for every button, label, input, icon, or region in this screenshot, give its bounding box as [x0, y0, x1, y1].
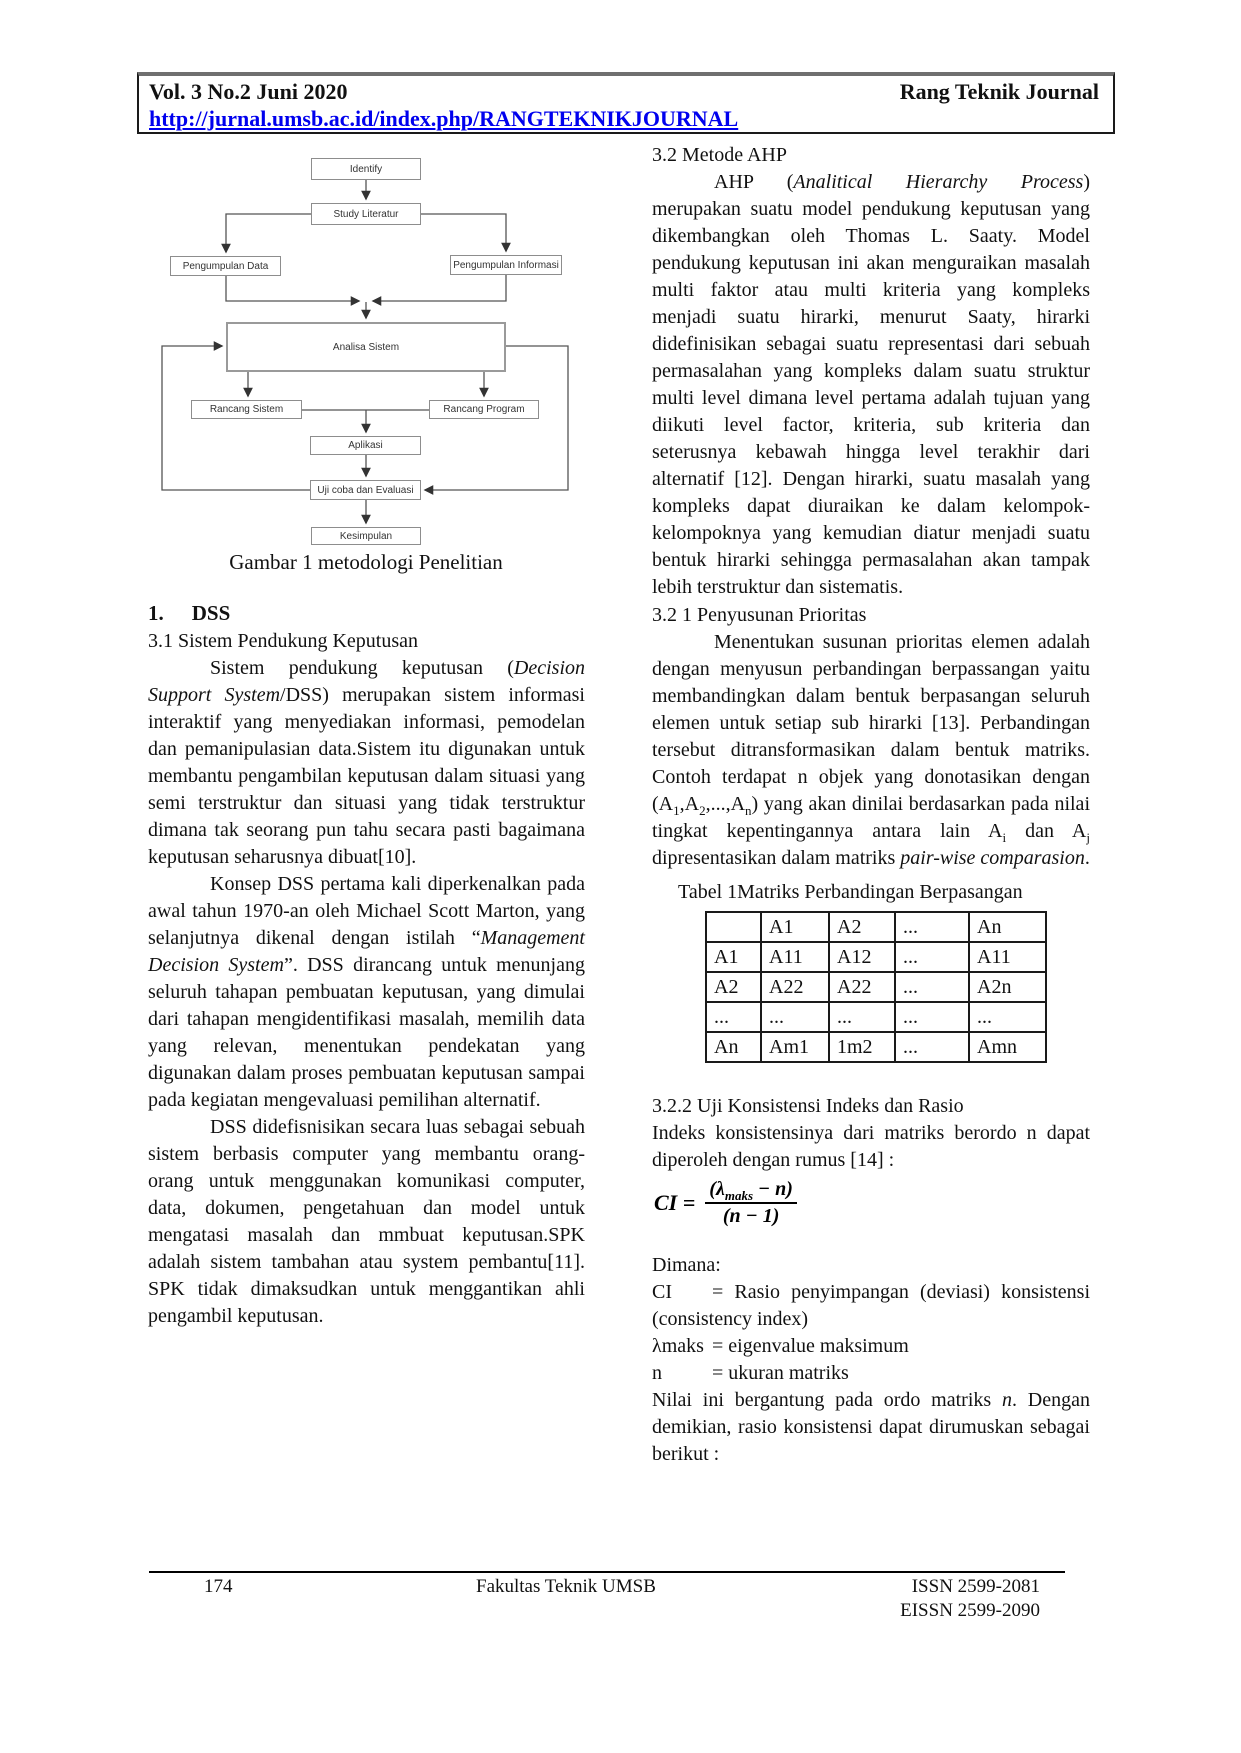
text-run: ”. DSS dirancang untuk menunjang seluruh tahapan pembuatan keputusan, yang dimulai dari tahapan mengidentifikasi masalah, memilih data yang relevan, menentukan pendekatan yang digunakan dalam proses pembuatan keputusan sampai pada kegiatan mengevaluasi pemilihan alternatif.	[148, 954, 585, 1111]
text-run: AHP (	[714, 171, 794, 193]
right-column	[652, 141, 1090, 1468]
flow-node-aplikasi: Aplikasi	[310, 436, 421, 455]
flow-node-rancang-program: Rancang Program	[429, 400, 539, 419]
text-run: j	[1086, 830, 1090, 845]
section-number: 1.	[148, 601, 164, 625]
table-cell: ...	[761, 1002, 829, 1032]
table-cell: A22	[829, 972, 895, 1002]
table-cell: A1	[761, 912, 829, 942]
text-run: Nilai ini bergantung pada ordo matriks	[652, 1389, 1002, 1411]
table-caption: Tabel 1Matriks Perbandingan Berpasangan	[678, 881, 1023, 903]
table-row	[706, 1002, 1046, 1032]
flow-node-identify: Identify	[311, 158, 421, 180]
table-cell: An	[706, 1032, 761, 1062]
text-run: dipresentasikan dalam matriks	[652, 847, 901, 869]
flow-node-ujicoba-evaluasi: Uji coba dan Evaluasi	[310, 480, 421, 500]
subsection-heading-3-1: 3.1 Sistem Pendukung Keputusan	[148, 630, 418, 652]
dimana-label: Dimana:	[652, 1254, 721, 1276]
table-cell: A2	[706, 972, 761, 1002]
table-cell: ...	[895, 1002, 969, 1032]
footer-eissn: EISSN 2599-2090	[900, 1600, 1040, 1621]
text-run: Analitical Hierarchy Process	[793, 171, 1084, 193]
paragraph-dss-3: DSS didefisnisikan secara luas sebagai sebuah sistem berbasis computer yang membantu orang-orang untuk menggunakan komunikasi computer, data, dokumen, pengetahuan dan model untuk mengatasi masalah dan mmbuat keputusan.SPK adalah sistem tambahan atau system pembantu[11]. SPK tidak dimaksudkan untuk menggantikan ahli pengambil keputusan.	[148, 1116, 585, 1327]
table-row	[706, 912, 1046, 942]
text-run: 1	[673, 803, 680, 818]
definition-n	[652, 1360, 1090, 1387]
volume-info: Vol. 3 No.2 Juni 2020	[149, 79, 348, 104]
header-row	[149, 78, 1099, 105]
text-run: .	[1084, 847, 1090, 869]
methodology-flowchart	[140, 140, 592, 552]
table-cell: An	[969, 912, 1046, 942]
table-cell	[706, 912, 761, 942]
page-header	[137, 72, 1115, 134]
text-run: i	[1002, 830, 1007, 845]
flow-node-study-literatur: Study Literatur	[311, 203, 421, 225]
definition-text: = eigenvalue maksimum	[712, 1335, 909, 1357]
figure-caption: Gambar 1 metodologi Penelitian	[229, 550, 503, 574]
table-cell: Amn	[969, 1032, 1046, 1062]
table-cell: A12	[829, 942, 895, 972]
definition-text: = Rasio penyimpangan (deviasi) konsistensi (consistency index)	[652, 1281, 1090, 1330]
text-run: Menentukan susunan prioritas elemen adalah dengan menyusun perbandingan berpassangan yaitu membandingkan dalam bentuk berpasangan seluruh elemen untuk setiap sub hirarki [13]. Perbandingan tersebut ditransformasikan dalam bentuk matriks. Contoh terdapat n objek yang donotasikan dengan (A	[652, 631, 1090, 815]
text-run: . Dengan demikian, rasio konsistensi dapat dirumuskan sebagai berikut :	[652, 1389, 1090, 1465]
flow-node-analisa-sistem: Analisa Sistem	[226, 322, 506, 372]
table-cell: ...	[969, 1002, 1046, 1032]
table-row	[706, 972, 1046, 1002]
text-run: ,A	[679, 793, 700, 815]
pairwise-comparison-table	[705, 911, 1047, 1063]
text-run: ,...,A	[705, 793, 746, 815]
flow-node-kesimpulan: Kesimpulan	[311, 527, 421, 545]
paragraph-konsistensi: Indeks konsistensinya dari matriks berordo n dapat diperoleh dengan rumus [14] :	[652, 1122, 1090, 1171]
table-row	[706, 1032, 1046, 1062]
table-cell: ...	[895, 912, 969, 942]
text-run: n	[1001, 1389, 1012, 1411]
flow-node-pengumpulan-data: Pengumpulan Data	[170, 256, 281, 276]
text-run: /DSS) merupakan sistem informasi interaktif yang menyediakan informasi, pemodelan dan pemanipulasian data.Sistem itu digunakan untuk membantu pengambilan keputusan dalam situasi yang semi terstruktur dan situasi yang tidak terstruktur dimana tak seorang pun tahu secara pasti bagaimana keputusan seharusnya dibuat[10].	[148, 684, 585, 868]
page-number: 174	[204, 1576, 233, 1597]
paragraph-prioritas	[652, 629, 1090, 872]
text-run: pair-wise comparasion	[900, 847, 1085, 869]
journal-url-link[interactable]: http://jurnal.umsb.ac.id/index.php/RANGTEKNIKJOURNAL	[149, 106, 739, 131]
table-cell: A11	[969, 942, 1046, 972]
table-cell: ...	[895, 972, 969, 1002]
text-run: Management Decision System	[148, 927, 585, 976]
definition-ci	[652, 1279, 1090, 1333]
paragraph-dss-2	[148, 871, 585, 1114]
formula-denominator: (n − 1)	[722, 1205, 780, 1227]
text-run: Konsep DSS pertama kali diperkenalkan pada awal tahun 1970-an oleh Michael Scott Marton, yang selanjutnya dikenal dengan istilah “	[148, 873, 585, 949]
paragraph-ahp	[652, 169, 1090, 601]
table-cell: A22	[761, 972, 829, 1002]
journal-title: Rang Teknik Journal	[899, 79, 1099, 104]
table-cell: A2n	[969, 972, 1046, 1002]
definition-text: = ukuran matriks	[712, 1362, 849, 1384]
definition-lambda	[652, 1333, 1090, 1360]
footer-issn: ISSN 2599-2081	[911, 1576, 1040, 1597]
table-cell: A1	[706, 942, 761, 972]
text-run: ) yang akan dinilai berdasarkan pada nilai tingkat kepentingannya antara lain A	[652, 793, 1090, 842]
table-cell: A11	[761, 942, 829, 972]
text-run: dan A	[1006, 820, 1087, 842]
subsection-heading-3-2: 3.2 Metode AHP	[652, 144, 787, 166]
subsection-heading-3-2-1: 3.2 1 Penyusunan Prioritas	[652, 604, 867, 626]
ci-formula	[654, 1178, 1090, 1228]
text-run: n	[745, 803, 752, 818]
text-run: Decision Support System	[148, 657, 585, 706]
table-cell: A2	[829, 912, 895, 942]
paragraph-rasio	[652, 1387, 1090, 1468]
paragraph-dss-1	[148, 655, 585, 871]
table-cell: Am1	[761, 1032, 829, 1062]
table-row	[706, 942, 1046, 972]
text-run: ) merupakan suatu model pendukung keputusan yang dikembangkan oleh Thomas L. Saaty. Model pendukung keputusan ini akan menguraikan masalah multi faktor atau multi kriteria yang kompleks menjadi suatu hirarki, menurut Saaty, hirarki didefinisikan sebagai suatu representasi dari sebuah permasalahan yang kompleks dalam suatu struktur multi level dimana level pertama adalah tujuan yang diikuti level factor, kriteria, sub kriteria dan seterusnya kebawah hingga level terakhir dari alternatif [12]. Dengan hirarki, suatu masalah yang kompleks dapat diuraikan ke dalam kelompok-kelompoknya yang kemudian diatur menjadi suatu bentuk hirarki sehingga permasalahan akan tampak lebih terstruktur dan sistematis.	[652, 171, 1090, 598]
table-cell: 1m2	[829, 1032, 895, 1062]
table-cell: ...	[706, 1002, 761, 1032]
text-run: Sistem pendukung keputusan (	[210, 657, 514, 679]
flow-node-pengumpulan-informasi: Pengumpulan Informasi	[450, 255, 562, 275]
definition-term: n	[652, 1362, 662, 1384]
formula-fraction	[705, 1178, 797, 1228]
text-run: 2	[699, 803, 706, 818]
left-column	[148, 599, 585, 1330]
table-cell: ...	[895, 942, 969, 972]
definition-term: λmaks	[652, 1335, 704, 1357]
section-title: DSS	[191, 601, 231, 625]
definition-term: CI	[652, 1281, 672, 1303]
section-heading-dss	[148, 599, 585, 627]
flow-node-rancang-sistem: Rancang Sistem	[191, 400, 302, 419]
footer-faculty: Fakultas Teknik UMSB	[476, 1576, 656, 1597]
table-cell: ...	[829, 1002, 895, 1032]
table-cell: ...	[895, 1032, 969, 1062]
formula-numerator: $(\lambda_{maks} - n)$	[705, 1178, 797, 1204]
footer-rule	[149, 1571, 1065, 1573]
subsection-heading-3-2-2: 3.2.2 Uji Konsistensi Indeks dan Rasio	[652, 1095, 964, 1117]
formula-lhs: CI =	[654, 1190, 696, 1215]
